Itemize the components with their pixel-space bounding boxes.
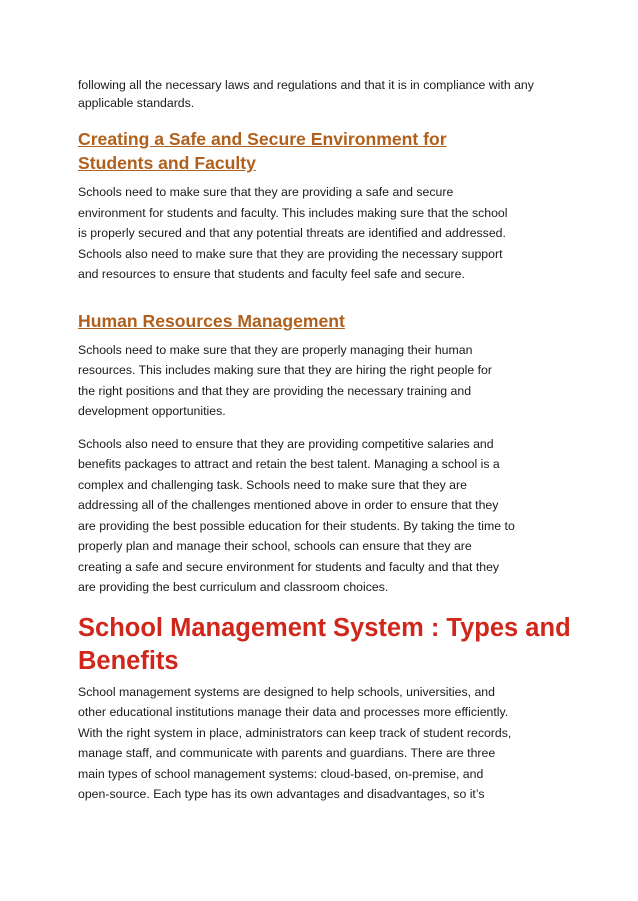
paragraph-line: Schools also need to make sure that they are providing the necessary support bbox=[78, 246, 503, 261]
school-management-system-heading bbox=[78, 612, 578, 678]
safe-environment-heading[interactable] bbox=[78, 127, 578, 175]
paragraph-line: open-source. Each type has its own advantages and disadvantages, so it’s bbox=[78, 787, 485, 801]
paragraph-line: are providing the best curriculum and classroom choices. bbox=[78, 580, 389, 594]
human-resources-heading[interactable] bbox=[78, 309, 578, 333]
heading-line: Human Resources Management bbox=[78, 310, 345, 331]
paragraph-line: properly plan and manage their school, schools can ensure that they are bbox=[78, 539, 472, 553]
human-resources-paragraph-2 bbox=[78, 434, 578, 598]
paragraph-line: Schools need to make sure that they are providing a safe and secure bbox=[78, 185, 454, 199]
heading-line: Students and Faculty bbox=[78, 153, 256, 173]
paragraph-line: manage staff, and communicate with parents and guardians. There are three bbox=[78, 746, 496, 760]
heading-line: Benefits bbox=[78, 646, 179, 675]
paragraph-line: and resources to ensure that students and faculty feel safe and secure. bbox=[78, 267, 465, 281]
paragraph-line: With the right system in place, administrators can keep track of student records, bbox=[78, 725, 512, 740]
paragraph-line: benefits packages to attract and retain the best talent. Managing a school is a bbox=[78, 457, 500, 471]
paragraph-line: complex and challenging task. Schools need to make sure that they are bbox=[78, 477, 467, 492]
paragraph-line: development opportunities. bbox=[78, 404, 226, 418]
intro-paragraph bbox=[78, 76, 578, 112]
safe-environment-paragraph bbox=[78, 182, 578, 285]
paragraph-line: other educational institutions manage their data and processes more efficiently. bbox=[78, 705, 509, 719]
paragraph-line: are providing the best possible education for their students. By taking the time to bbox=[78, 518, 515, 533]
document-page bbox=[78, 76, 578, 817]
intro-line: following all the necessary laws and regulations and that it is in compliance with any bbox=[78, 78, 534, 92]
paragraph-line: addressing all of the challenges mentioned above in order to ensure that they bbox=[78, 498, 499, 512]
paragraph-line: is properly secured and that any potential threats are identified and addressed. bbox=[78, 226, 506, 240]
paragraph-line: Schools also need to ensure that they are providing competitive salaries and bbox=[78, 436, 494, 451]
paragraph-line: main types of school management systems: cloud-based, on-premise, and bbox=[78, 766, 484, 781]
paragraph-line: Schools need to make sure that they are properly managing their human bbox=[78, 342, 473, 357]
paragraph-line: resources. This includes making sure that they are hiring the right people for bbox=[78, 363, 492, 377]
paragraph-line: creating a safe and secure environment for students and faculty and that they bbox=[78, 559, 500, 574]
paragraph-line: School management systems are designed to help schools, universities, and bbox=[78, 684, 495, 699]
heading-line: School Management System : Types and bbox=[78, 613, 571, 642]
paragraph-line: environment for students and faculty. This includes making sure that the school bbox=[78, 205, 508, 220]
heading-line: Creating a Safe and Secure Environment for bbox=[78, 129, 447, 149]
school-management-system-paragraph bbox=[78, 682, 578, 805]
intro-line: applicable standards. bbox=[78, 96, 195, 110]
paragraph-line: the right positions and that they are providing the necessary training and bbox=[78, 383, 472, 398]
human-resources-paragraph-1 bbox=[78, 340, 578, 422]
